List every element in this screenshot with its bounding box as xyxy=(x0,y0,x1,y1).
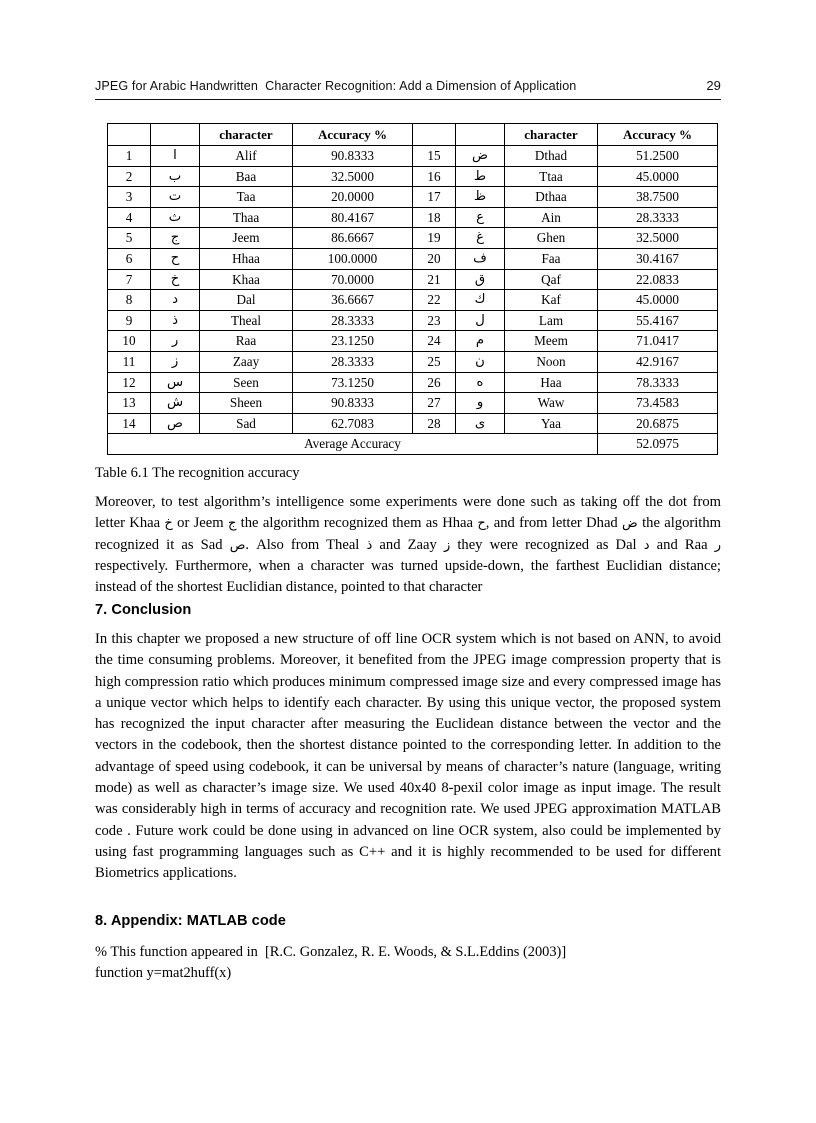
cell-accuracy-left: 73.1250 xyxy=(293,372,413,393)
cell-accuracy-right: 32.5000 xyxy=(598,228,718,249)
cell-index-right: 22 xyxy=(413,290,456,311)
cell-glyph-left: ص xyxy=(151,413,200,434)
header-index-left xyxy=(108,124,151,146)
cell-accuracy-right: 38.7500 xyxy=(598,187,718,208)
cell-glyph-left: ر xyxy=(151,331,200,352)
cell-index-left: 10 xyxy=(108,331,151,352)
cell-index-left: 7 xyxy=(108,269,151,290)
cell-glyph-right: ن xyxy=(456,351,505,372)
table-footer xyxy=(108,434,718,455)
exp-seg-7: and Zaay xyxy=(372,536,444,553)
cell-name-left: Sad xyxy=(200,413,293,434)
cell-name-left: Dal xyxy=(200,290,293,311)
arabic-dhad: ض xyxy=(622,516,638,532)
cell-index-left: 4 xyxy=(108,207,151,228)
exp-seg-8: they were recognized as Dal xyxy=(450,536,644,553)
code-line-function: function y=mat2huff(x) xyxy=(95,964,232,981)
header-character-glyph-right xyxy=(456,124,505,146)
page-number: 29 xyxy=(706,78,721,93)
table-header-row xyxy=(108,124,718,146)
cell-glyph-left: ب xyxy=(151,166,200,187)
exp-seg-9: and Raa xyxy=(649,536,715,553)
cell-index-left: 13 xyxy=(108,393,151,414)
average-accuracy-row xyxy=(108,434,718,455)
exp-seg-3: the algorithm recognized them as Hhaa xyxy=(236,515,478,532)
cell-index-left: 1 xyxy=(108,146,151,167)
conclusion-heading: 7. Conclusion xyxy=(95,602,192,618)
table-row xyxy=(108,310,718,331)
cell-accuracy-left: 90.8333 xyxy=(293,146,413,167)
average-accuracy-label: Average Accuracy xyxy=(108,434,598,455)
arabic-zaay: ز xyxy=(443,537,451,553)
cell-accuracy-left: 90.8333 xyxy=(293,393,413,414)
cell-accuracy-right: 22.0833 xyxy=(598,269,718,290)
cell-accuracy-left: 62.7083 xyxy=(293,413,413,434)
cell-accuracy-right: 45.0000 xyxy=(598,290,718,311)
cell-name-right: Ain xyxy=(505,207,598,228)
cell-name-right: Faa xyxy=(505,248,598,269)
code-line-comment: % This function appeared in [R.C. Gonzalez, R. E. Woods, & S.L.Eddins (2003)] xyxy=(95,944,567,960)
cell-index-right: 24 xyxy=(413,331,456,352)
cell-accuracy-left: 28.3333 xyxy=(293,351,413,372)
cell-glyph-right: ط xyxy=(456,166,505,187)
cell-name-right: Lam xyxy=(505,310,598,331)
table-row xyxy=(108,187,718,208)
table-row xyxy=(108,413,718,434)
cell-index-left: 9 xyxy=(108,310,151,331)
exp-seg-2: or Jeem xyxy=(172,515,228,532)
cell-accuracy-right: 42.9167 xyxy=(598,351,718,372)
cell-glyph-left: ز xyxy=(151,351,200,372)
cell-glyph-right: ض xyxy=(456,146,505,167)
cell-index-right: 25 xyxy=(413,351,456,372)
conclusion-paragraph: In this chapter we proposed a new structure of off line OCR system which is not based on ANN, to avoid the time consuming problems. Moreover, it benefited from the JPEG image compression property that is high compression ratio which produces minimum compressed image size and every compressed image has a unique vector which helps to identify each character. By using this unique vector, the proposed system has recognized the input character after measuring the Euclidean distance between the vector and the vectors in the codebook, then the shortest distance pointed to the corresponding letter. In addition to the advantage of speed using codebook, it can be universal by means of character’s nature (language, writing mode) as well as character’s image size. We used 40x40 8-pexil color image as input image. The result was considerably high in terms of accuracy and recognition rate. We used JPEG approximation MATLAB code . Future work could be done using in advanced on line OCR system, also could be implemented by using fast programming languages such as C++ and it is highly recommended to be used for different Biometrics applications. xyxy=(95,631,721,882)
cell-glyph-right: ى xyxy=(456,413,505,434)
cell-index-right: 20 xyxy=(413,248,456,269)
cell-accuracy-left: 23.1250 xyxy=(293,331,413,352)
cell-name-left: Hhaa xyxy=(200,248,293,269)
cell-name-left: Thaa xyxy=(200,207,293,228)
cell-index-right: 16 xyxy=(413,166,456,187)
cell-name-right: Ghen xyxy=(505,228,598,249)
running-header xyxy=(95,78,721,93)
cell-index-right: 15 xyxy=(413,146,456,167)
cell-name-right: Haa xyxy=(505,372,598,393)
table-row xyxy=(108,228,718,249)
cell-glyph-right: ه xyxy=(456,372,505,393)
cell-index-left: 14 xyxy=(108,413,151,434)
cell-glyph-right: ك xyxy=(456,290,505,311)
cell-name-left: Sheen xyxy=(200,393,293,414)
arabic-raa: ر xyxy=(714,537,721,553)
arabic-sad: ص xyxy=(229,537,246,553)
cell-glyph-left: ذ xyxy=(151,310,200,331)
cell-accuracy-left: 28.3333 xyxy=(293,310,413,331)
exp-seg-10: respectively. Furthermore, when a character was turned upside-down, the farthest Euclidian distance; instead of the shortest Euclidian distance, pointed to that character xyxy=(95,557,721,596)
cell-glyph-right: ل xyxy=(456,310,505,331)
cell-glyph-right: ف xyxy=(456,248,505,269)
cell-glyph-left: د xyxy=(151,290,200,311)
cell-index-right: 27 xyxy=(413,393,456,414)
cell-name-right: Noon xyxy=(505,351,598,372)
cell-name-right: Yaa xyxy=(505,413,598,434)
cell-name-right: Meem xyxy=(505,331,598,352)
arabic-jeem: ج xyxy=(227,516,237,532)
table-row xyxy=(108,290,718,311)
header-divider-rule xyxy=(95,99,721,100)
exp-seg-4: , and from letter Dhad xyxy=(485,515,623,532)
cell-accuracy-right: 55.4167 xyxy=(598,310,718,331)
cell-glyph-left: ج xyxy=(151,228,200,249)
cell-glyph-left: ح xyxy=(151,248,200,269)
cell-glyph-left: ث xyxy=(151,207,200,228)
cell-index-right: 26 xyxy=(413,372,456,393)
cell-name-right: Ttaa xyxy=(505,166,598,187)
cell-name-left: Khaa xyxy=(200,269,293,290)
cell-name-right: Kaf xyxy=(505,290,598,311)
cell-accuracy-left: 70.0000 xyxy=(293,269,413,290)
cell-name-left: Raa xyxy=(200,331,293,352)
cell-index-left: 6 xyxy=(108,248,151,269)
cell-name-left: Jeem xyxy=(200,228,293,249)
cell-name-left: Taa xyxy=(200,187,293,208)
cell-index-left: 8 xyxy=(108,290,151,311)
cell-accuracy-right: 73.4583 xyxy=(598,393,718,414)
arabic-hhaa: ح xyxy=(477,516,486,532)
cell-accuracy-left: 80.4167 xyxy=(293,207,413,228)
running-header-title: JPEG for Arabic Handwritten Character Recognition: Add a Dimension of Application xyxy=(95,79,577,93)
cell-name-left: Seen xyxy=(200,372,293,393)
average-accuracy-value: 52.0975 xyxy=(598,434,718,455)
cell-index-left: 3 xyxy=(108,187,151,208)
cell-name-left: Baa xyxy=(200,166,293,187)
cell-name-right: Dthad xyxy=(505,146,598,167)
cell-accuracy-right: 30.4167 xyxy=(598,248,718,269)
cell-accuracy-left: 32.5000 xyxy=(293,166,413,187)
recognition-accuracy-table-wrapper xyxy=(107,123,710,455)
recognition-accuracy-table xyxy=(107,123,718,455)
cell-index-left: 12 xyxy=(108,372,151,393)
cell-glyph-right: ع xyxy=(456,207,505,228)
exp-seg-1: Moreover, to test algorithm’s intelligence some experiments were done such as taking off the dot from letter Khaa xyxy=(95,494,721,532)
cell-glyph-left: خ xyxy=(151,269,200,290)
table-row xyxy=(108,166,718,187)
table-row xyxy=(108,351,718,372)
cell-glyph-right: م xyxy=(456,331,505,352)
table-row xyxy=(108,393,718,414)
table-caption: Table 6.1 The recognition accuracy xyxy=(95,465,300,481)
table-row xyxy=(108,269,718,290)
arabic-dal: د xyxy=(643,537,650,553)
table-row xyxy=(108,207,718,228)
cell-accuracy-right: 51.2500 xyxy=(598,146,718,167)
cell-index-right: 19 xyxy=(413,228,456,249)
appendix-heading: 8. Appendix: MATLAB code xyxy=(95,913,286,929)
cell-glyph-left: ت xyxy=(151,187,200,208)
header-accuracy-left: Accuracy % xyxy=(293,124,413,146)
cell-accuracy-left: 86.6667 xyxy=(293,228,413,249)
cell-glyph-right: ق xyxy=(456,269,505,290)
cell-accuracy-left: 36.6667 xyxy=(293,290,413,311)
cell-glyph-right: و xyxy=(456,393,505,414)
cell-glyph-right: غ xyxy=(456,228,505,249)
cell-index-right: 17 xyxy=(413,187,456,208)
cell-index-right: 21 xyxy=(413,269,456,290)
cell-name-right: Qaf xyxy=(505,269,598,290)
cell-index-left: 5 xyxy=(108,228,151,249)
cell-accuracy-left: 100.0000 xyxy=(293,248,413,269)
cell-name-left: Alif xyxy=(200,146,293,167)
cell-name-left: Theal xyxy=(200,310,293,331)
table-row xyxy=(108,146,718,167)
table-body xyxy=(108,146,718,434)
cell-glyph-right: ظ xyxy=(456,187,505,208)
cell-name-right: Dthaa xyxy=(505,187,598,208)
header-index-right xyxy=(413,124,456,146)
arabic-theal: ذ xyxy=(366,537,373,553)
experiments-paragraph xyxy=(95,492,721,598)
cell-accuracy-right: 45.0000 xyxy=(598,166,718,187)
cell-name-left: Zaay xyxy=(200,351,293,372)
cell-index-left: 11 xyxy=(108,351,151,372)
cell-accuracy-right: 78.3333 xyxy=(598,372,718,393)
arabic-khaa: خ xyxy=(164,516,173,532)
table-header xyxy=(108,124,718,146)
table-row xyxy=(108,372,718,393)
exp-seg-5: the algorithm recognized it as Sad xyxy=(95,515,721,553)
table-row xyxy=(108,331,718,352)
cell-glyph-left: ش xyxy=(151,393,200,414)
header-character-right: character xyxy=(505,124,598,146)
cell-accuracy-right: 20.6875 xyxy=(598,413,718,434)
table-row xyxy=(108,248,718,269)
appendix-code-block xyxy=(95,942,721,983)
cell-accuracy-right: 28.3333 xyxy=(598,207,718,228)
cell-index-right: 23 xyxy=(413,310,456,331)
header-character-glyph-left xyxy=(151,124,200,146)
exp-seg-6: . Also from Theal xyxy=(245,536,367,553)
cell-accuracy-left: 20.0000 xyxy=(293,187,413,208)
cell-name-right: Waw xyxy=(505,393,598,414)
cell-glyph-left: ا xyxy=(151,146,200,167)
cell-index-right: 28 xyxy=(413,413,456,434)
cell-glyph-left: س xyxy=(151,372,200,393)
header-accuracy-right: Accuracy % xyxy=(598,124,718,146)
cell-index-right: 18 xyxy=(413,207,456,228)
cell-index-left: 2 xyxy=(108,166,151,187)
cell-accuracy-right: 71.0417 xyxy=(598,331,718,352)
header-character-left: character xyxy=(200,124,293,146)
